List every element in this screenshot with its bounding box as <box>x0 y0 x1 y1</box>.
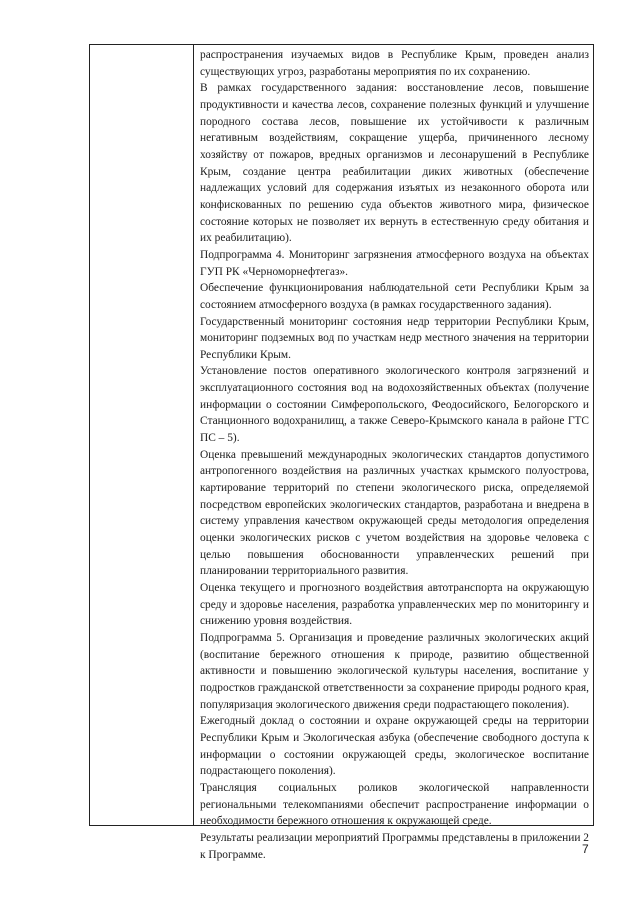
paragraph-ecological-risk-assessment: Оценка превышений международных экологических стандартов допустимого антропогенного воздействия на различных участках крымского полуострова, картирование территорий по степени экологического риска, определяемой посредством европейских экологических стандартов, разработана и внедрена в систему управления качеством окружающей среды методология определения оценки экологических рисков с учетом воздействия на здоровье человека с целью повышения обоснованности управленческих решений при планировании территориального развития. <box>200 448 589 578</box>
paragraph-social-videos: Трансляция социальных роликов экологической направленности региональными телекомпаниями обеспечит распространение информации о необходимости бережного отношения к окружающей среде. <box>200 781 589 828</box>
paragraph-results-appendix: Результаты реализации мероприятий Программы представлены в приложении 2 к Программе. <box>200 831 590 861</box>
paragraph-transport-impact: Оценка текущего и прогнозного воздействия автотранспорта на окружающую среду и здоровье населения, разработка управленческих мер по мониторингу и снижению уровня воздействия. <box>200 582 589 628</box>
program-table <box>89 44 594 861</box>
paragraph-ecological-control-posts: Установление постов оперативного экологического контроля загрязнений и эксплуатационного состояния вод на водохозяйственных объектах (получение информации о состоянии Симферопольского, Феодосийского, Белогорского и Станционного водохранилищ, а также Северо-Крымского канала в районе ГТС ПС – 5). <box>200 365 589 445</box>
paragraph-annual-report: Ежегодный доклад о состоянии и охране окружающей среды на территории Республики Крым и Экологическая азбука (обеспечение свободного доступа к информации о состоянии окружающей среды, экологическое воспитание подрастающего поколения). <box>200 715 589 778</box>
paragraph-subprogram-5: Подпрограмма 5. Организация и проведение различных экологических акций (воспитание бережного отношения к природе, развитию общественной активности и повышению экологической культуры населения, воспитание у подростков гражданской ответственности за сохранение природы родного края, популяризация экологического движения среди подрастающего поколения). <box>200 631 589 711</box>
paragraph-subprogram-4: Подпрограмма 4. Мониторинг загрязнения атмосферного воздуха на объектах ГУП РК «Черноморнефтегаз». <box>200 248 589 278</box>
table-right-column <box>194 45 593 861</box>
paragraph-species-conservation: распространения изучаемых видов в Республике Крым, проведен анализ существующих угроз, разработаны мероприятия по их сохранению. <box>200 49 589 78</box>
paragraph-observation-network: Обеспечение функционирования наблюдательной сети Республики Крым за состоянием атмосферного воздуха (в рамках государственного задания). <box>200 282 589 311</box>
paragraph-subsoil-monitoring: Государственный мониторинг состояния недр территории Республики Крым, мониторинг подземных вод по участкам недр местного значения на территории Республики Крым. <box>200 315 589 361</box>
page-number: 7 <box>582 842 589 856</box>
table-left-column <box>90 45 194 825</box>
paragraph-forest-state-task: В рамках государственного задания: восстановление лесов, повышение продуктивности и качества лесов, сохранение полезных функций и улучшение породного состава лесов, повышение их устойчивости к различным негативным воздействиям, сокращение ущерба, причиненного лесному хозяйству от пожаров, вредных организмов и лесонарушений в Республике Крым, создание центра реабилитации диких животных (обеспечение надлежащих условий для содержания изъятых из незаконного оборота или конфискованных по решению суда объектов животного мира, физическое состояние которых не позволяет их вернуть в естественную среду обитания и их реабилитацию). <box>200 82 589 245</box>
